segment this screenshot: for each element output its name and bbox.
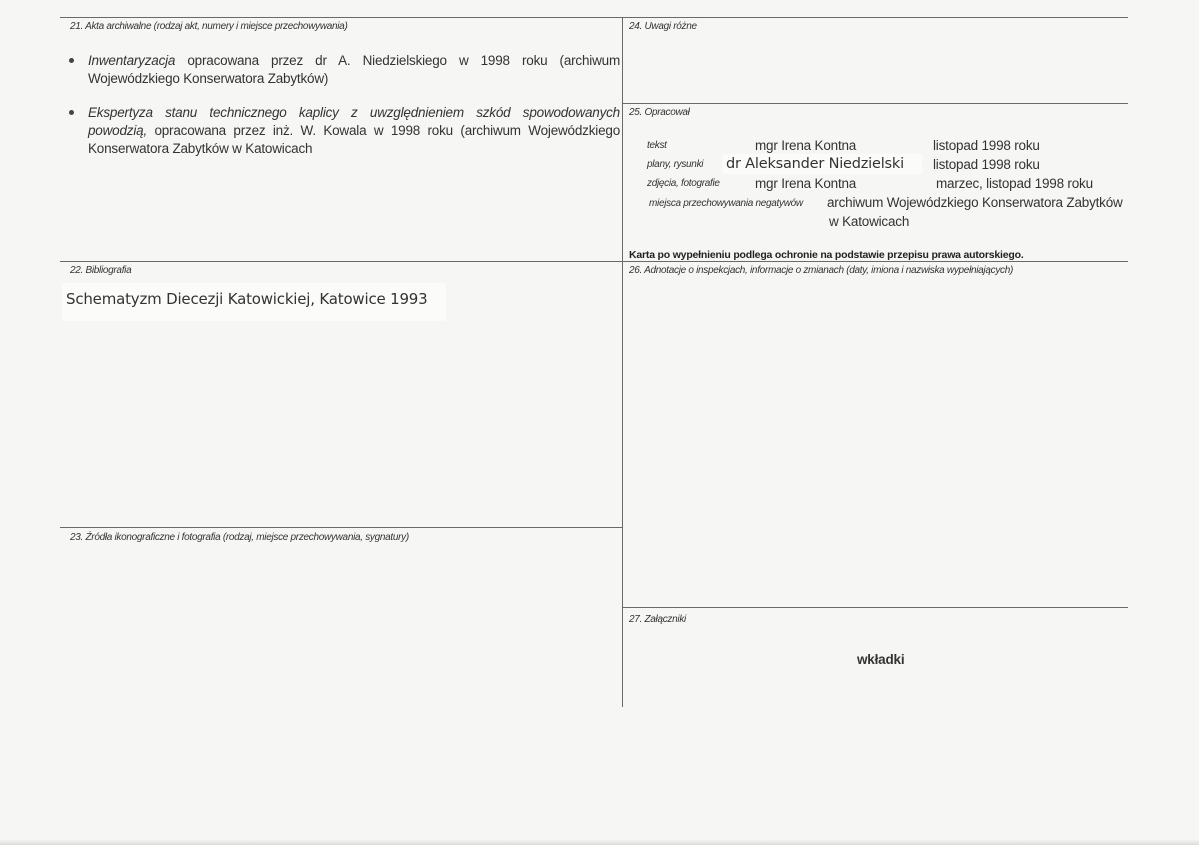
rule-24-25: [622, 103, 1128, 104]
section-22-label: 22. Bibliografia: [70, 265, 132, 276]
row-label-plans: plany, rysunki: [647, 159, 704, 170]
center-divider: [622, 17, 623, 707]
item-lead: Ekspertyza stanu technicznego kaplicy z uwzględnieniem szkód spowodowanych powodzią,: [88, 105, 620, 138]
author-photos: mgr Irena Kontna: [755, 176, 857, 191]
negatives-label: miejsca przechowywania negatywów: [649, 198, 803, 209]
rule-21-22: [60, 261, 1128, 262]
rule-26-27: [622, 607, 1128, 608]
item-text: opracowana przez inż. W. Kowala w 1998 roku (archiwum Wojewódzkiego Konserwatora Zabytków w Katowicach: [88, 123, 620, 156]
bullet-icon: [69, 110, 74, 115]
archival-records-list: [68, 52, 620, 158]
section-21-label: 21. Akta archiwalne (rodzaj akt, numery i miejsce przechowywania): [70, 21, 348, 32]
negatives-location-2: w Katowicach: [829, 214, 910, 229]
section-24-label: 24. Uwagi różne: [629, 21, 697, 32]
section-25-label: 25. Opracował: [629, 107, 690, 118]
list-item: [68, 104, 620, 158]
list-item: [68, 52, 620, 88]
date-text: listopad 1998 roku: [933, 138, 1040, 153]
date-photos: marzec, listopad 1998 roku: [936, 176, 1093, 191]
author-text: mgr Irena Kontna: [755, 138, 857, 153]
attachments-content: wkładki: [857, 652, 905, 667]
paper-edge: [0, 839, 1199, 845]
section-23-label: 23. Źródła ikonograficzne i fotografia (rodzaj, miejsce przechowywania, sygnatury): [70, 532, 409, 543]
date-plans: listopad 1998 roku: [933, 157, 1040, 172]
bullet-icon: [69, 58, 74, 63]
bibliography-entry: Schematyzm Diecezji Katowickiej, Katowice 1993: [66, 290, 428, 308]
row-label-photos: zdjęcia, fotografie: [647, 178, 720, 189]
author-plans: dr Aleksander Niedzielski: [726, 156, 904, 172]
top-rule: [60, 17, 1128, 18]
negatives-location-1: archiwum Wojewódzkiego Konserwatora Zabytków: [827, 195, 1123, 210]
item-text: opracowana przez dr A. Niedzielskiego w 1998 roku (archiwum Wojewódzkiego Konserwatora Zabytków): [88, 53, 620, 86]
rule-22-23: [60, 527, 623, 528]
section-27-label: 27. Załączniki: [629, 614, 686, 625]
copyright-note: Karta po wypełnieniu podlega ochronie na podstawie przepisu prawa autorskiego.: [629, 249, 1024, 261]
item-lead: Inwentaryzacja: [88, 53, 176, 68]
row-label-text: tekst: [647, 140, 667, 151]
section-26-label: 26. Adnotacje o inspekcjach, informacje o zmianach (daty, imiona i nazwiska wypełniających): [629, 265, 1014, 276]
